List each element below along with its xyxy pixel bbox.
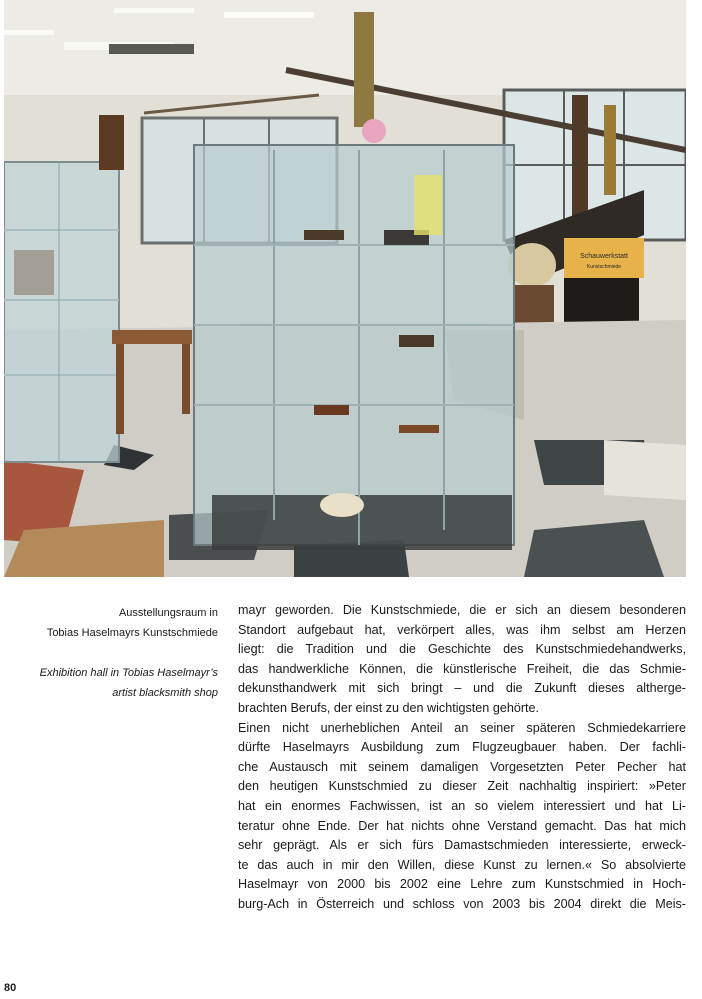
body-line: dürfte Haselmayrs Ausbildung zum Flugzeugbauer haben. Der fachli- [238,740,686,755]
body-line: dekunsthandwerk mit sich bringt – und die Zukunft dieses altherge- [238,681,686,696]
body-line: Haselmayr von 2000 bis 2002 eine Lehre zum Kunstschmied in Hoch- [238,877,686,892]
photo-caption-english [4,664,218,703]
body-text [238,601,686,915]
photo-caption-german [4,604,218,643]
exhibition-hall-photo [4,0,686,577]
caption-line: Tobias Haselmayrs Kunstschmiede [46,626,218,639]
body-line: teratur ohne Ende. Der hat nichts ohne Verstand gemacht. Das hat mich [238,818,686,833]
body-line: den heutigen Kunstschmied zu dieser Zeit nachhaltig inspiriert: »Peter [238,779,686,794]
sign-subtitle: Kunstschmiede [586,264,622,270]
page-number: 80 [4,982,17,994]
body-line: Einen nicht unerheblichen Anteil an seiner späteren Schmiedekarriere [238,720,686,735]
caption-line: Ausstellungsraum in [118,607,218,619]
body-line: sehr geprägt. Als er sich fürs Damastschmieden interessierte, erweck- [238,838,686,853]
body-line: hat ein enormes Fachwissen, ist an so vielem interessiert und hat Li- [238,798,686,813]
caption-line: artist blacksmith shop [112,686,218,699]
caption-line: Exhibition hall in Tobias Haselmayr’s [39,667,218,679]
body-line: liegt: die Tradition und die Geschichte des Kunstschmiedehandwerks, [238,642,686,657]
body-line: mayr geworden. Die Kunstschmiede, die er sich an diesem besonderen [238,603,686,617]
body-line: brachten Berufs, der einst zu den wichtigsten gehörte. [238,700,540,715]
body-line: das handwerkliche Können, die künstlerische Freiheit, die das Schmie- [238,661,686,676]
body-line: che Austausch mit seinem damaligen Vorgesetzten Peter Pecher hat [238,759,686,774]
body-line: te das auch in mir den Willen, diese Kunst zu lernen.« So absolvierte [238,857,686,872]
sign-title: Schauwerkstatt [580,253,628,260]
body-line: burg-Ach in Österreich und schloss von 2003 bis 2004 direkt die Meis- [238,896,686,911]
body-line: Standort aufgebaut hat, verkörpert alles, was ihm selbst am Herzen [238,622,686,637]
